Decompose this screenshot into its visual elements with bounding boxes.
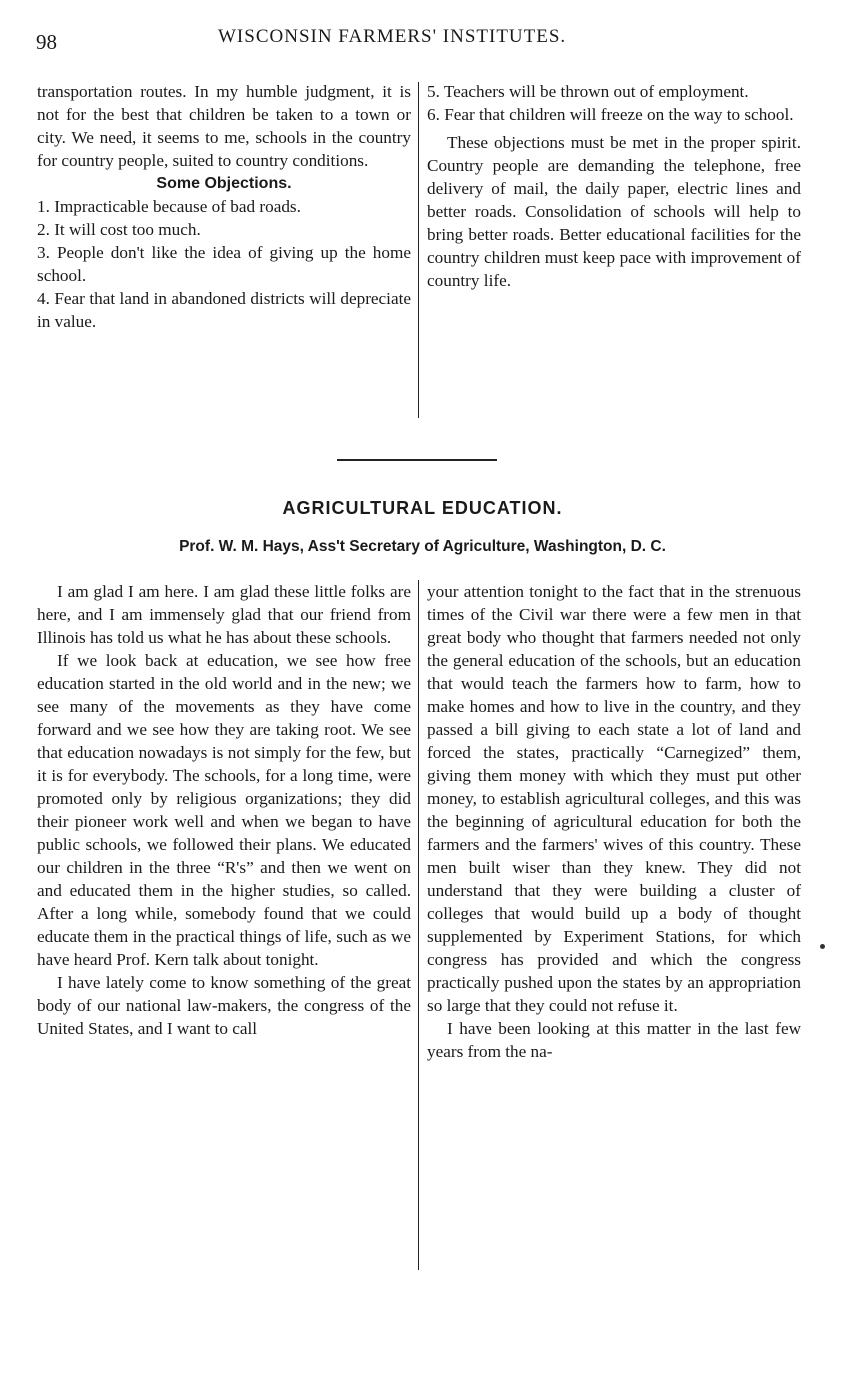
objection-item: 4. Fear that land in abandoned districts will depreciate in value. (37, 289, 411, 331)
section-divider (337, 459, 497, 461)
article-column-rule (418, 580, 419, 1270)
objections-response-paragraph: These objections must be met in the proper spirit. Country people are demanding the telephone, free delivery of mail, the daily paper, electric lines and better roads. Consolidation of schools will help to bring better roads. Better educational facilities for the country children must keep pace with improvement of country life. (427, 133, 801, 290)
intro-paragraph: transportation routes. In my humble judgment, it is not for the best that children be taken to a town or city. We need, it seems to me, schools in the country for country people, suited to country conditions. (37, 82, 411, 170)
objection-item: 5. Teachers will be thrown out of employment. (427, 82, 749, 101)
objection-item: 1. Impracticable because of bad roads. (37, 197, 301, 216)
running-head: WISCONSIN FARMERS' INSTITUTES. (218, 26, 567, 47)
article-left-column (37, 580, 411, 1040)
print-speck (820, 944, 825, 949)
article-paragraph: I am glad I am here. I am glad these little folks are here, and I am immensely glad that our friend from Illinois has told us what he has about these schools. (37, 582, 411, 647)
article-byline: Prof. W. M. Hays, Ass't Secretary of Agriculture, Washington, D. C. (179, 538, 666, 555)
article-paragraph: If we look back at education, we see how free education started in the old world and in the new; we see many of the movements as they have come forward and we see how they are taking root. We see that education nowadays is not simply for the few, but it is for everybody. The schools, for a long time, were promoted only by religious organizations; they did their pioneer work well and when we began to have public schools, we followed their plans. We educated our children in the three “R's” and then we went on and educated them in the higher studies, so called. After a long while, somebody found that we could educate them in the practical things of life, such as we have heard Prof. Kern talk about tonight. (37, 651, 411, 969)
objection-item: 2. It will cost too much. (37, 220, 201, 239)
top-right-column (427, 80, 801, 292)
top-left-column (37, 80, 411, 333)
article-right-column (427, 580, 801, 1063)
article-paragraph: I have lately come to know something of the great body of our national law-makers, the congress of the United States, and I want to call (37, 973, 411, 1038)
top-column-rule (418, 82, 419, 418)
objection-item: 3. People don't like the idea of giving up the home school. (37, 243, 411, 285)
article-paragraph: your attention tonight to the fact that in the strenuous times of the Civil war there were a few men in that great body who thought that farmers needed not only the general education of the schools, but an education that would teach the farmers how to farm, how to make homes and how to live in the country, and they passed a bill giving to each state a lot of land and forced the states, practically “Carnegized” them, giving them money with which they must put other money, to establish agricultural colleges, and this was the beginning of agricultural education for both the farmers and the farmers' wives of this country. These men built wiser than they knew. They did not understand that they were building a cluster of colleges that would build up a body of thought supplemented by Experiment Stations, for which congress has provided and which the congress practically pushed upon the states by an appropriation so large that they could not refuse it. (427, 582, 801, 1015)
article-paragraph: I have been looking at this matter in the last few years from the na- (427, 1019, 801, 1061)
page-number: 98 (36, 30, 57, 54)
objections-heading: Some Objections. (156, 175, 292, 192)
article-title: AGRICULTURAL EDUCATION. (282, 498, 563, 518)
objection-item: 6. Fear that children will freeze on the way to school. (427, 105, 794, 124)
